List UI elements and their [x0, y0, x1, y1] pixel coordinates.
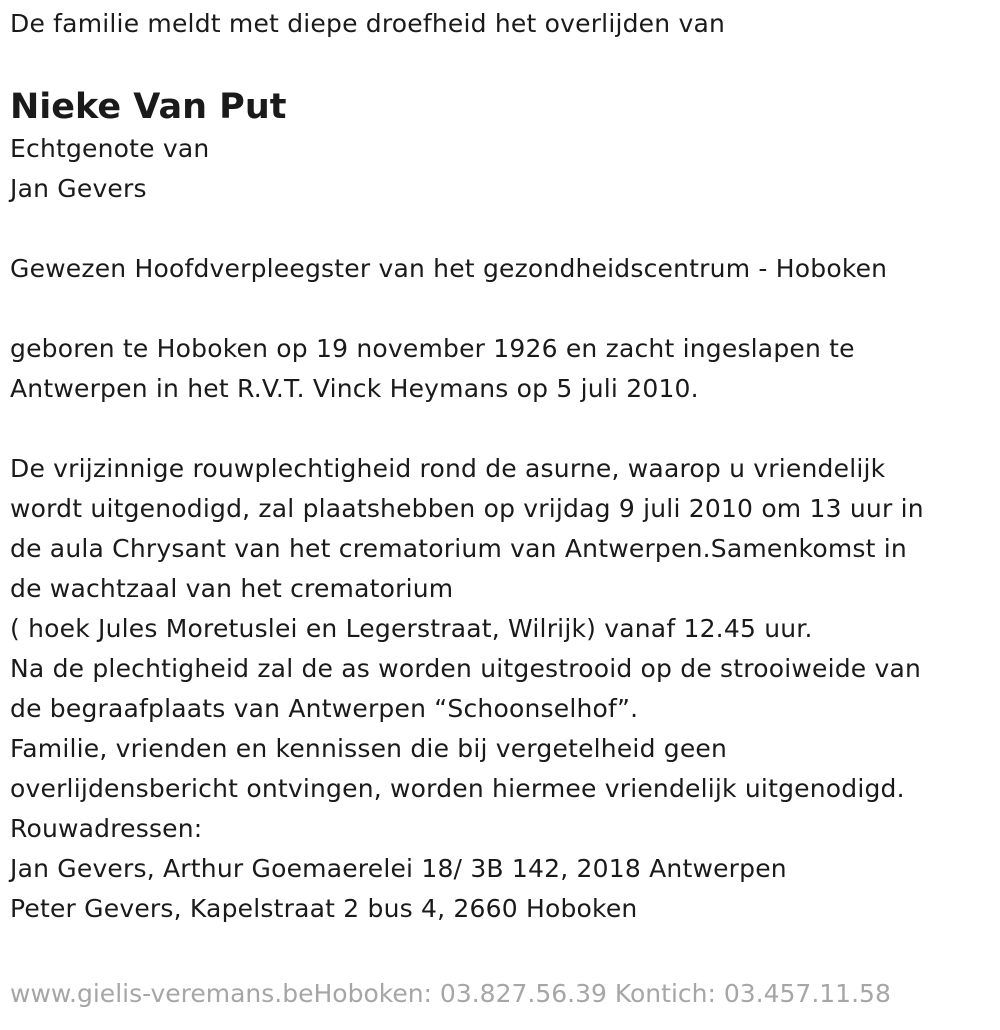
- mourning-addresses-label: Rouwadressen:: [10, 814, 203, 843]
- obituary-notice: [10, 0, 990, 929]
- spouse-label: Echtgenote van: [10, 134, 210, 163]
- ceremony-line: overlijdensbericht ontvingen, worden hiermee vriendelijk uitgenodigd.: [10, 774, 905, 803]
- funeral-home-footer: www.gielis-veremans.beHoboken: 03.827.56.39 Kontich: 03.457.11.58: [10, 979, 891, 1008]
- spacer: [10, 409, 990, 449]
- birth-death-line: Antwerpen in het R.V.T. Vinck Heymans op 5 juli 2010.: [10, 374, 699, 403]
- ceremony-line: de aula Chrysant van het crematorium van Antwerpen.Samenkomst in: [10, 534, 907, 563]
- ceremony-line: de begraafplaats van Antwerpen “Schoonselhof”.: [10, 694, 639, 723]
- ceremony-line: ( hoek Jules Moretuslei en Legerstraat, Wilrijk) vanaf 12.45 uur.: [10, 614, 813, 643]
- mourning-address: Peter Gevers, Kapelstraat 2 bus 4, 2660 Hoboken: [10, 894, 638, 923]
- mourning-address: Jan Gevers, Arthur Goemaerelei 18/ 3B 142, 2018 Antwerpen: [10, 854, 787, 883]
- occupation-text: Gewezen Hoofdverpleegster van het gezondheidscentrum - Hoboken: [10, 254, 888, 283]
- ceremony-line: Familie, vrienden en kennissen die bij vergetelheid geen: [10, 734, 728, 763]
- intro-text: De familie meldt met diepe droefheid het overlijden van: [10, 9, 726, 38]
- deceased-name: Nieke Van Put: [10, 87, 287, 127]
- ceremony-line: De vrijzinnige rouwplechtigheid rond de asurne, waarop u vriendelijk: [10, 454, 886, 483]
- birth-death-line: geboren te Hoboken op 19 november 1926 en zacht ingeslapen te: [10, 334, 855, 363]
- spouse-name: Jan Gevers: [10, 174, 147, 203]
- spacer: [10, 289, 990, 329]
- spacer: [10, 209, 990, 249]
- ceremony-line: de wachtzaal van het crematorium: [10, 574, 454, 603]
- ceremony-line: wordt uitgenodigd, zal plaatshebben op vrijdag 9 juli 2010 om 13 uur in: [10, 494, 924, 523]
- ceremony-line: Na de plechtigheid zal de as worden uitgestrooid op de strooiweide van: [10, 654, 922, 683]
